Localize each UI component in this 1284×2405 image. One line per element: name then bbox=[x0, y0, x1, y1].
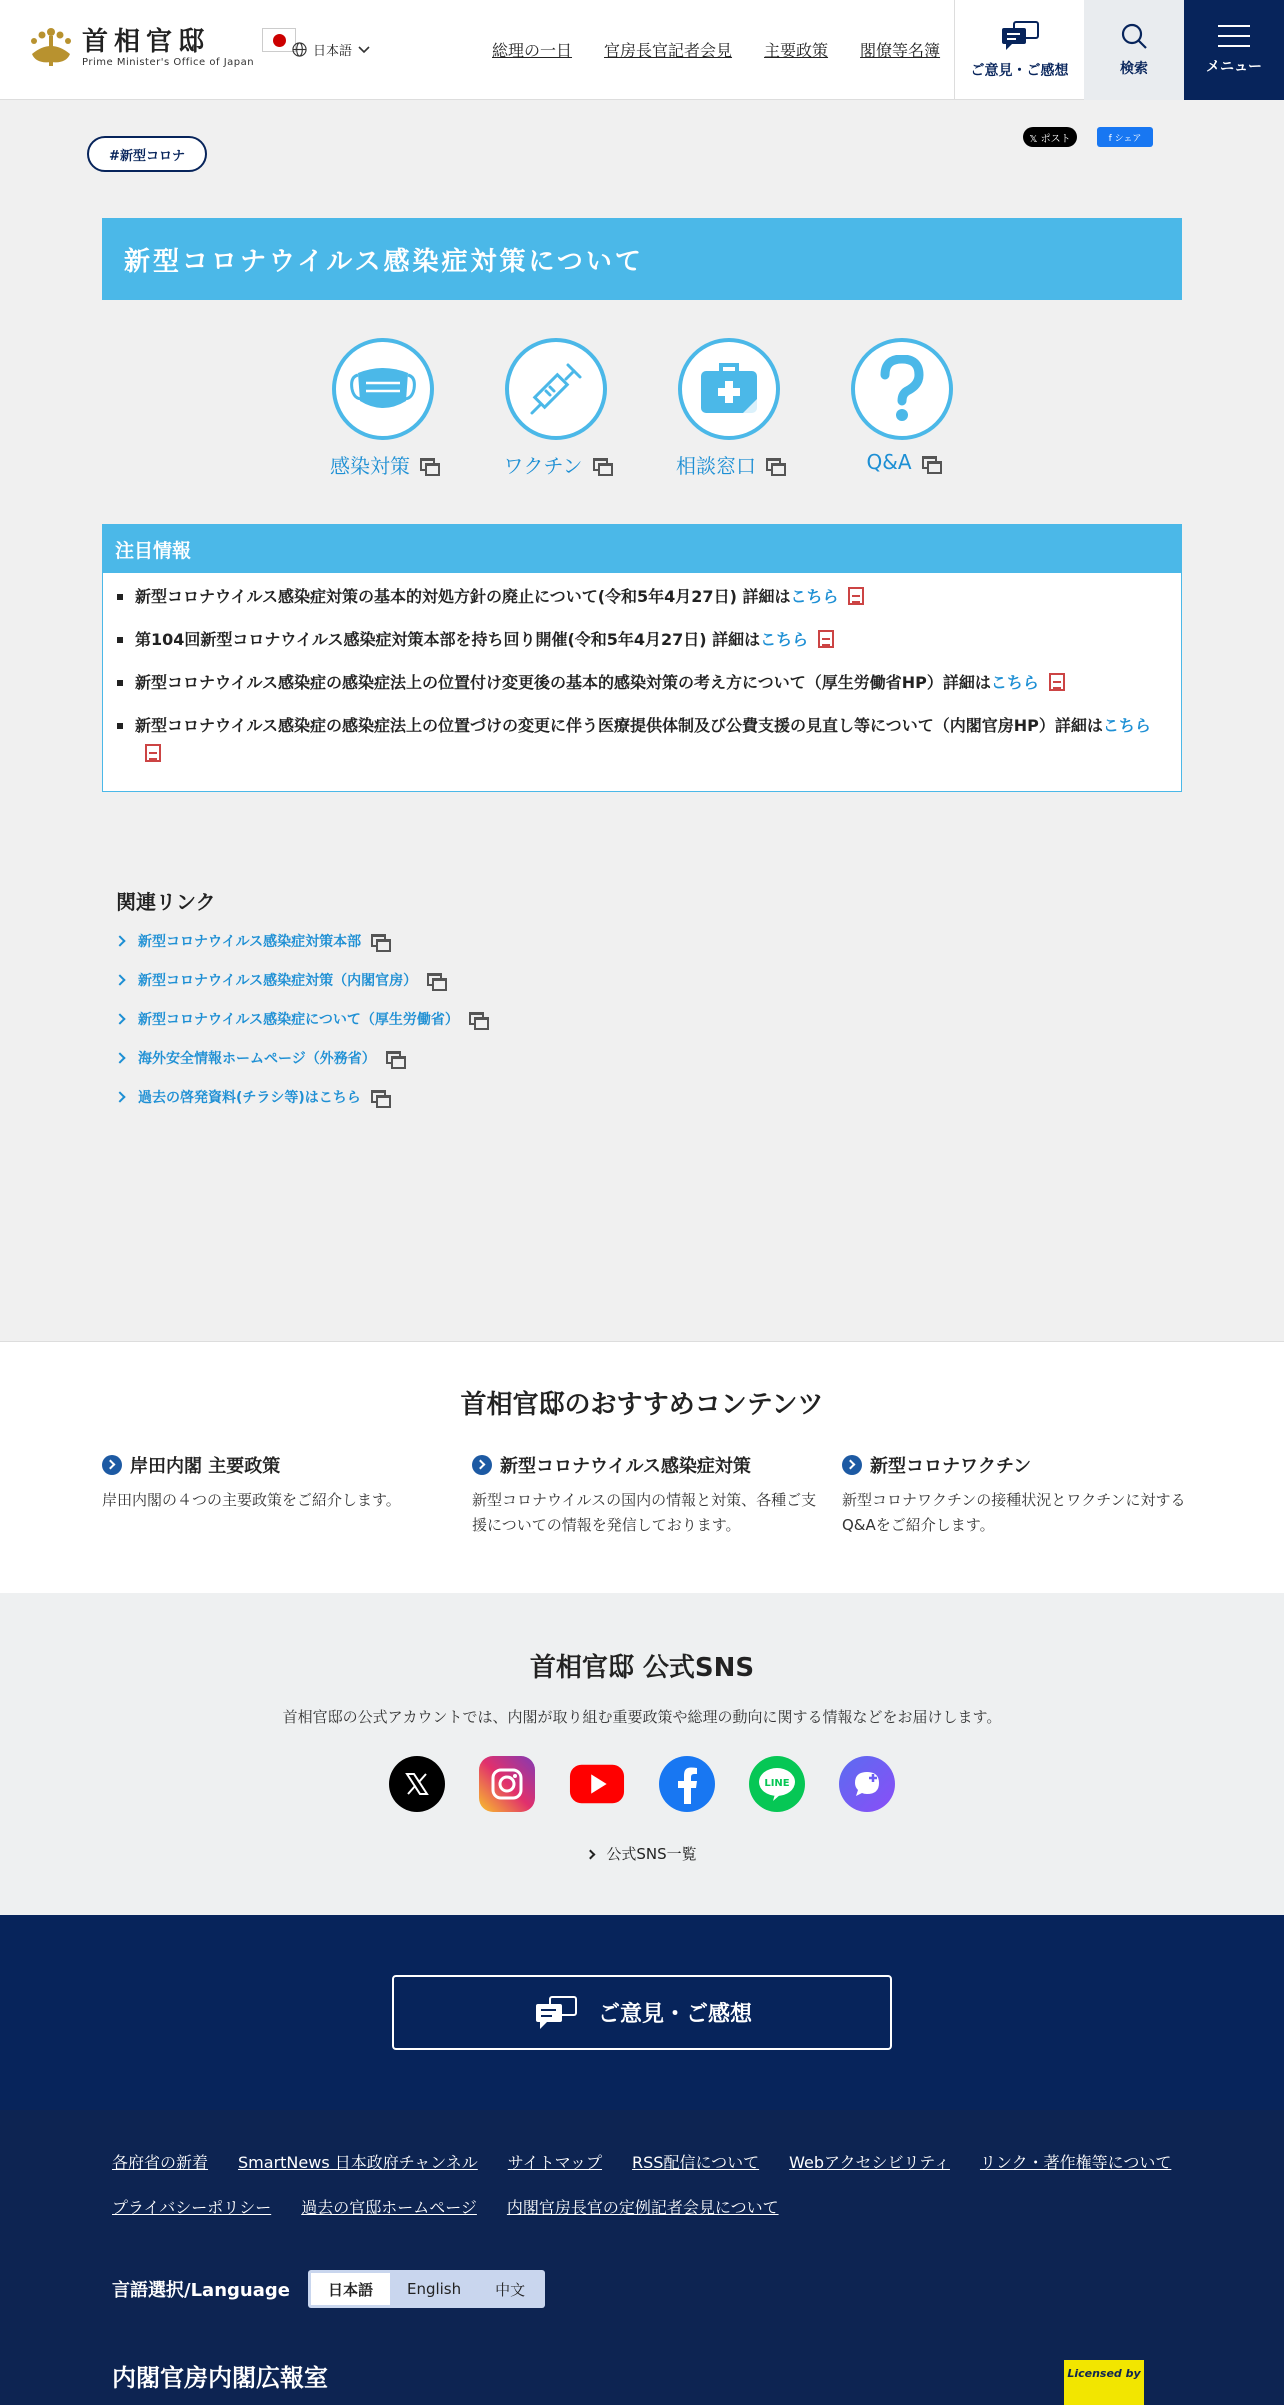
external-link-icon bbox=[427, 973, 443, 986]
footer-link[interactable]: SmartNews 日本政府チャンネル bbox=[238, 2153, 478, 2172]
footer-link[interactable]: 内閣官房長官の定例記者会見について bbox=[506, 2198, 779, 2217]
external-link-icon bbox=[469, 1012, 485, 1025]
mask-icon bbox=[348, 359, 418, 419]
external-link-icon bbox=[371, 934, 387, 947]
notice-title: 注目情報 bbox=[103, 525, 1181, 573]
pdf-icon bbox=[1049, 673, 1065, 691]
menu-label: メニュー bbox=[1206, 59, 1262, 75]
icon-link-vaccine[interactable] bbox=[481, 338, 631, 479]
notice-detail-link[interactable]: こちら bbox=[1102, 716, 1151, 735]
notice-detail-link[interactable]: こちら bbox=[990, 673, 1039, 692]
site-footer bbox=[0, 2110, 1284, 2405]
opinion-button-label: ご意見・ご感想 bbox=[597, 2002, 752, 2027]
external-link-icon bbox=[922, 456, 938, 469]
nav-cabinet-list[interactable]: 閣僚等名簿 bbox=[860, 41, 941, 60]
messenger-icon[interactable] bbox=[839, 1756, 895, 1812]
related-link[interactable]: 新型コロナウイルス感染症について（厚生労働省） bbox=[116, 999, 716, 1038]
notice-list bbox=[103, 573, 1181, 768]
footer-link[interactable]: プライバシーポリシー bbox=[112, 2198, 272, 2217]
topic-icon-links bbox=[0, 338, 1284, 483]
icon-link-qa[interactable] bbox=[827, 338, 977, 474]
medical-kit-icon bbox=[697, 359, 761, 419]
search-icon bbox=[1120, 22, 1148, 50]
recommended-contents bbox=[0, 1341, 1284, 1593]
external-link-icon bbox=[766, 458, 782, 471]
pdf-icon bbox=[145, 744, 161, 762]
footer-language-selector bbox=[112, 2270, 545, 2308]
chevron-right-icon bbox=[114, 1013, 125, 1024]
notice-detail-link[interactable]: こちら bbox=[790, 587, 839, 606]
global-nav bbox=[492, 38, 940, 61]
recommended-title: 首相官邸のおすすめコンテンツ bbox=[460, 1390, 824, 1420]
notice-item: 第104回新型コロナウイルス感染症対策本部を持ち回り開催(令和5年4月27日) 詳細はこちら bbox=[135, 626, 1153, 654]
notice-box bbox=[102, 524, 1182, 792]
x-icon[interactable] bbox=[389, 1756, 445, 1812]
site-logo[interactable] bbox=[28, 24, 296, 70]
facebook-share-button[interactable]: f シェア bbox=[1097, 127, 1153, 147]
lang-option-english[interactable]: English bbox=[406, 2280, 462, 2298]
footer-link[interactable]: Webアクセシビリティ bbox=[789, 2153, 950, 2172]
hamburger-menu-icon bbox=[1217, 24, 1251, 48]
facebook-icon[interactable] bbox=[659, 1756, 715, 1812]
chevron-right-icon bbox=[114, 935, 125, 946]
pdf-icon bbox=[848, 587, 864, 605]
paulownia-emblem-icon bbox=[28, 24, 74, 70]
arrow-circle-icon bbox=[842, 1455, 862, 1475]
related-links bbox=[116, 886, 716, 1116]
icon-label: Q&A bbox=[866, 450, 912, 474]
jasrac-license-badge[interactable] bbox=[1064, 2360, 1144, 2405]
external-link-icon bbox=[371, 1090, 387, 1103]
related-link[interactable]: 新型コロナウイルス感染症対策（内閣官房） bbox=[116, 960, 716, 999]
icon-link-consultation[interactable] bbox=[654, 338, 804, 479]
site-header bbox=[0, 0, 1284, 100]
sns-list-link[interactable]: 公式SNS一覧 bbox=[0, 1843, 1284, 1864]
line-logo-text: LINE bbox=[764, 1778, 790, 1789]
pdf-icon bbox=[818, 630, 834, 648]
icon-label: 感染対策 bbox=[330, 454, 410, 478]
external-link-icon bbox=[386, 1051, 402, 1064]
notice-item: 新型コロナウイルス感染症の感染症法上の位置付け変更後の基本的感染対策の考え方について（厚生労働省HP）詳細はこちら bbox=[135, 669, 1153, 697]
opinion-band bbox=[0, 1915, 1284, 2110]
language-label: 日本語 bbox=[313, 44, 353, 59]
opinion-button[interactable] bbox=[392, 1975, 892, 2050]
globe-icon bbox=[292, 42, 307, 57]
recommended-item[interactable]: 新型コロナワクチン 新型コロナワクチンの接種状況とワクチンに対するQ&Aをご紹介します。 bbox=[842, 1456, 1186, 1534]
sns-description: 首相官邸の公式アカウントでは、内閣が取り組む重要政策や総理の動向に関する情報などをお届けします。 bbox=[282, 1708, 1002, 1726]
recommended-item[interactable]: 新型コロナウイルス感染症対策 新型コロナウイルスの国内の情報と対策、各種ご支援についての情報を発信しております。 bbox=[472, 1456, 817, 1534]
logo-subtitle: Prime Minister's Office of Japan bbox=[82, 56, 255, 68]
chevron-right-icon bbox=[114, 974, 125, 985]
footer-link[interactable]: 過去の官邸ホームページ bbox=[301, 2198, 477, 2217]
nav-policies[interactable]: 主要政策 bbox=[764, 41, 829, 60]
sns-icon-list bbox=[0, 1756, 1284, 1812]
notice-detail-link[interactable]: こちら bbox=[760, 630, 809, 649]
official-sns bbox=[0, 1593, 1284, 1915]
logo-title: 首相官邸 bbox=[82, 26, 211, 57]
nav-daily-schedule[interactable]: 総理の一日 bbox=[492, 41, 573, 60]
speech-bubbles-icon bbox=[998, 20, 1042, 52]
speech-bubbles-icon bbox=[532, 1995, 580, 2031]
footer-link[interactable]: サイトマップ bbox=[507, 2153, 603, 2172]
related-link[interactable]: 新型コロナウイルス感染症対策本部 bbox=[116, 921, 716, 960]
arrow-circle-icon bbox=[472, 1455, 492, 1475]
language-select-label: 言語選択/Language bbox=[112, 2280, 290, 2301]
japan-flag-icon bbox=[262, 28, 296, 52]
footer-links bbox=[112, 2150, 1212, 2218]
icon-link-infection-control[interactable] bbox=[308, 338, 458, 479]
header-search-button[interactable] bbox=[1084, 0, 1184, 100]
lang-option-japanese[interactable]: 日本語 bbox=[311, 2273, 390, 2305]
footer-link[interactable]: RSS配信について bbox=[632, 2153, 760, 2172]
x-share-button[interactable]: 𝕏 ポスト bbox=[1023, 127, 1077, 147]
sns-title: 首相官邸 公式SNS bbox=[529, 1653, 755, 1683]
chevron-right-icon bbox=[114, 1052, 125, 1063]
question-icon bbox=[877, 355, 927, 423]
hashtag-covid[interactable]: #新型コロナ bbox=[87, 136, 207, 172]
opinion-label: ご意見・ご感想 bbox=[970, 63, 1069, 79]
notice-item: 新型コロナウイルス感染症対策の基本的対処方針の廃止について(令和5年4月27日) 詳細はこちら bbox=[135, 583, 1153, 611]
lang-option-chinese[interactable]: 中文 bbox=[495, 2280, 526, 2299]
nav-press-conference[interactable]: 官房長官記者会見 bbox=[604, 41, 733, 60]
arrow-circle-icon bbox=[102, 1455, 122, 1475]
external-link-icon bbox=[593, 458, 609, 471]
page-title: 新型コロナウイルス感染症対策について bbox=[102, 218, 1182, 300]
syringe-icon bbox=[524, 357, 588, 421]
header-opinion-button[interactable] bbox=[954, 0, 1084, 100]
footer-organization: 内閣官房内閣広報室 bbox=[112, 2364, 328, 2392]
icon-label: 相談窓口 bbox=[676, 454, 756, 478]
related-link[interactable]: 海外安全情報ホームページ（外務省） bbox=[116, 1038, 716, 1077]
line-icon[interactable] bbox=[749, 1756, 805, 1812]
instagram-icon[interactable] bbox=[479, 1756, 535, 1812]
external-link-icon bbox=[420, 458, 436, 471]
footer-link[interactable]: 各府省の新着 bbox=[112, 2153, 209, 2172]
chevron-down-icon bbox=[358, 46, 370, 54]
language-selector[interactable] bbox=[292, 40, 370, 59]
chevron-right-icon bbox=[586, 1850, 596, 1860]
related-link[interactable]: 過去の啓発資料(チラシ等)はこちら bbox=[116, 1077, 716, 1116]
license-badge-text: Licensed by bbox=[1067, 2367, 1141, 2380]
icon-label: ワクチン bbox=[503, 454, 583, 478]
related-links-title: 関連リンク bbox=[116, 890, 216, 914]
chevron-right-icon bbox=[114, 1091, 125, 1102]
header-menu-button[interactable] bbox=[1184, 0, 1284, 100]
notice-item: 新型コロナウイルス感染症の感染症法上の位置づけの変更に伴う医療提供体制及び公費支援の見直し等について（内閣官房HP）詳細はこちら bbox=[135, 712, 1153, 768]
youtube-icon[interactable] bbox=[569, 1756, 625, 1812]
recommended-item[interactable]: 岸田内閣 主要政策 岸田内閣の４つの主要政策をご紹介します。 bbox=[102, 1456, 401, 1509]
search-label: 検索 bbox=[1120, 61, 1148, 77]
footer-link[interactable]: リンク・著作権等について bbox=[979, 2153, 1172, 2172]
